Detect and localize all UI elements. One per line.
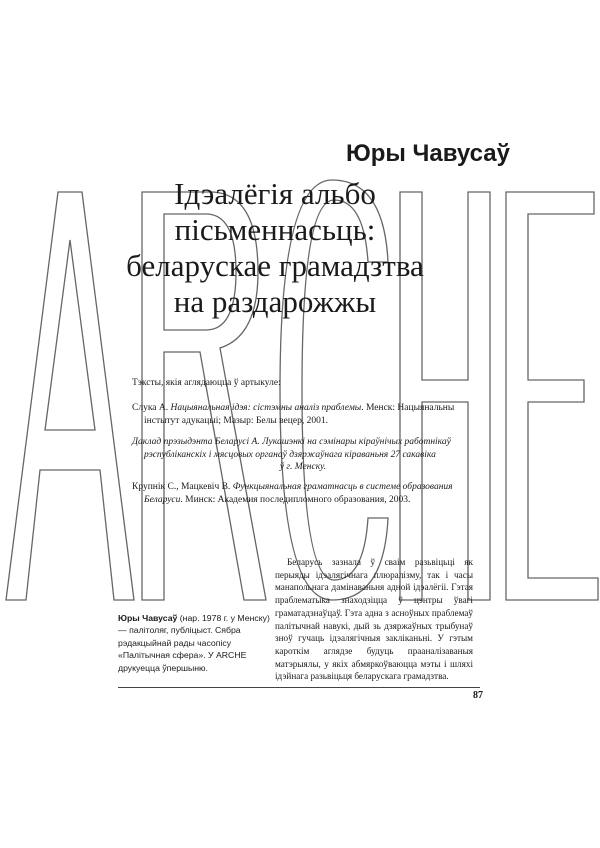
article-title — [110, 176, 440, 320]
reference-author: Слука А. — [132, 403, 171, 413]
bio-text: (нар. 1978 г. у Менску) — палітоляг, публіцыст. Сябра рэдакцыйнай рады часопісу «Палітычная сфера». У ARCHE друкуецца ўпершыню. — [118, 613, 270, 673]
sources-intro: Тэксты, якія аглядаюцца ў артыкуле: — [132, 378, 281, 388]
reference-continuation — [132, 494, 474, 507]
title-line: пісьменнасьць: — [174, 212, 376, 247]
page-number: 87 — [473, 690, 483, 701]
reference-title: Нацыянальная ідэя: сістэмны аналіз праблемы — [170, 403, 362, 413]
article-body: Беларусь зазнала ў сваім разьвіцьці як перыяды ідэалягічнага плюралізму, так і часы манапольнага дамінаваньня адной ідэалёгіі. Гэтая праблематыка знаходзіцца ў цэнтры ўвагі граматадзнаўцаў. Гэта адна з асноўных праблемаў палітычнай навукі, дый зь дзяржаўных трыбунаў зноў гучаць ідэалягічныя закліканьні. У гэтым кароткім аглядзе будуць прааналізаваныя матэрыялы, у якіх абмяркоўваюцца мэты і шляхі ідэйнага разьвіцьця беларускага грамадзтва. — [275, 557, 473, 682]
reference-item — [132, 436, 474, 474]
title-line: Ідэалёгія альбо — [174, 176, 376, 211]
reference-title-cont: Беларуси — [144, 494, 181, 505]
footer-rule — [118, 687, 480, 688]
reference-line: Даклад прэзыдэнта Беларусі А. Лукашэнкі на сэмінары кіраўнічых работнікаў — [132, 437, 451, 447]
title-line: на раздарожжы — [173, 284, 377, 319]
reference-title: Функцыянальная граматнасць в системе образования — [232, 482, 453, 492]
reference-publisher: . Минск: Академия последипломного образования, 2003. — [180, 494, 411, 505]
reference-author: Крупнік С., Мацкевіч В. — [132, 482, 233, 492]
reference-line: ў г. Менску. — [279, 462, 327, 472]
author-bio — [118, 612, 270, 674]
reference-item — [132, 481, 474, 506]
author-heading: Юры Чавусаў — [345, 140, 510, 167]
watermark-letter-e — [506, 192, 598, 600]
reference-item — [132, 402, 474, 427]
reference-continuation: інстытут адукацыі; Мазыр: Белы вецер, 2001. — [144, 415, 328, 426]
title-line: беларускае грамадзтва — [126, 248, 424, 283]
reference-publisher: . Менск: Нацыянальны — [361, 403, 455, 413]
reference-line: рэспубліканскіх і мясцовых органаў дзяржаўнага кіраваньня 27 сакавіка — [144, 449, 436, 460]
bio-author-name: Юры Чавусаў — [118, 613, 178, 623]
